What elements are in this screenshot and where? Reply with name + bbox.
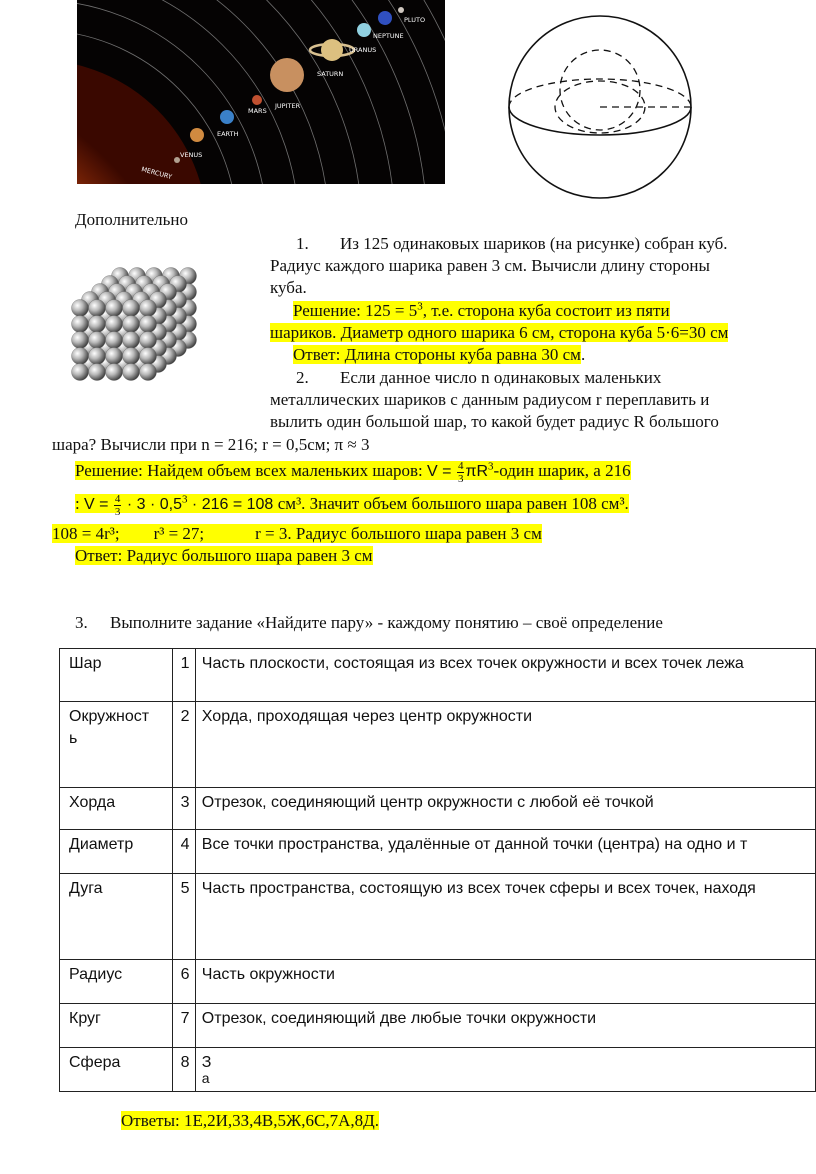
- term-text: Радиус: [69, 966, 123, 983]
- term-text: Хорда: [69, 794, 116, 811]
- mars-label: MARS: [248, 107, 267, 115]
- task2-answer: Ответ: Радиус большого шара равен 3 см: [75, 546, 373, 565]
- table-row: [60, 702, 816, 788]
- table-row: [60, 1004, 816, 1048]
- definition-text: Отрезок, соединяющий две любые точки окружности: [201, 1010, 597, 1027]
- task1-line1: Из 125 одинаковых шариков (на рисунке) собран куб.: [340, 234, 728, 253]
- table-row: [60, 649, 816, 702]
- number-text: 3: [180, 794, 190, 811]
- number-cell: [173, 702, 195, 788]
- task1-line2: Радиус каждого шарика равен 3 см. Вычисли длину стороны: [270, 256, 710, 275]
- task2-solution-line3: 108 = 4r³; r³ = 27; r = 3. Радиус большого шара равен 3 см: [52, 524, 542, 543]
- task2-solution-line2: : V = $\frac{4}{3}$ · $3 \cdot 0,5^3 \cdot 216 = 108$ см³. Значит объем большого шара равен 108 см³.: [75, 493, 629, 518]
- definition-cell: [195, 1004, 815, 1048]
- number-cell: [173, 830, 195, 874]
- task1-solution-line1: Решение: $125 = 5^3$, т.е. сторона куба состоит из пяти: [293, 300, 670, 320]
- task2-line3: вылить один большой шар, то какой будет радиус R большого: [270, 412, 719, 431]
- table-row: [60, 960, 816, 1004]
- definition-text-wrap: а: [201, 1070, 210, 1086]
- uranus-planet: [357, 23, 371, 37]
- matching-table: [59, 648, 816, 1092]
- venus-label: VENUS: [180, 151, 203, 159]
- neptune-label: NEPTUNE: [373, 32, 404, 40]
- earth-label: EARTH: [217, 130, 239, 138]
- jupiter-label: JUPITER: [275, 102, 301, 110]
- task3-text: Выполните задание «Найдите пару» - каждому понятию – своё определение: [110, 613, 663, 632]
- task2-line1: Если данное число n одинаковых маленьких: [340, 368, 662, 387]
- task1-answer: Ответ: Длина стороны куба равна 30 см.: [293, 345, 586, 364]
- term-text: Окружност: [69, 708, 150, 725]
- number-cell: [173, 788, 195, 830]
- answers-line: Ответы: 1Е,2И,3З,4В,5Ж,6С,7А,8Д.: [121, 1111, 379, 1130]
- definition-cell: [195, 702, 815, 788]
- number-text: 8: [180, 1054, 190, 1071]
- extra-heading: Дополнительно: [75, 210, 188, 229]
- jupiter-planet: [270, 58, 304, 92]
- number-text: 4: [180, 836, 190, 853]
- table-row: [60, 830, 816, 874]
- term-cell: [60, 1048, 173, 1092]
- task3-number: 3.: [75, 613, 88, 632]
- number-text: 5: [180, 880, 190, 897]
- equator-front: [509, 107, 691, 135]
- solar-system-image: [77, 0, 445, 184]
- neptune-planet: [378, 11, 392, 25]
- task2-number: 2.: [296, 368, 309, 387]
- equator-back: [509, 79, 691, 107]
- venus-planet: [190, 128, 204, 142]
- pluto-planet: [398, 7, 404, 13]
- definition-cell: [195, 649, 815, 702]
- pluto-label: PLUTO: [404, 16, 426, 24]
- saturn-label: SATURN: [317, 70, 344, 78]
- term-cell: [60, 830, 173, 874]
- definition-cell: [195, 830, 815, 874]
- term-text: Круг: [69, 1010, 101, 1027]
- definition-text: Часть окружности: [201, 966, 335, 983]
- number-cell: [173, 1004, 195, 1048]
- solar-system-illustration: [77, 0, 445, 184]
- definition-cell: [195, 874, 815, 960]
- mars-planet: [252, 95, 262, 105]
- definition-text: Часть плоскости, состоящая из всех точек окружности и всех точек лежа: [201, 655, 744, 672]
- term-cell: [60, 960, 173, 1004]
- number-cell: [173, 649, 195, 702]
- uranus-label: URANUS: [349, 46, 377, 54]
- number-text: 1: [180, 655, 190, 672]
- term-text-wrap: ь: [69, 730, 78, 747]
- term-text: Шар: [69, 655, 102, 672]
- definition-cell: [195, 1048, 815, 1092]
- term-cell: [60, 1004, 173, 1048]
- magnetic-balls: [72, 268, 197, 381]
- inner-sphere: [560, 50, 640, 130]
- definition-text: Все точки пространства, удалённые от данной точки (центра) на одно и т: [201, 836, 748, 853]
- term-cell: [60, 874, 173, 960]
- number-text: 2: [180, 708, 190, 725]
- term-text: Дуга: [69, 880, 103, 897]
- table-row: [60, 788, 816, 830]
- number-text: 6: [180, 966, 190, 983]
- definition-cell: [195, 788, 815, 830]
- task1-number: 1.: [296, 234, 309, 253]
- task2-solution-line1: Решение: Найдем объем всех маленьких шаров: V = $\frac{4}{3}$ $\pi R^3$-один шарик, а 216: [75, 460, 631, 485]
- task2-line4: шара? Вычисли при n = 216; r = 0,5см; π ≈ 3: [52, 435, 370, 454]
- number-cell: [173, 1048, 195, 1092]
- task2-line2: металлических шариков с данным радиусом r переплавить и: [270, 390, 710, 409]
- mercury-label: MERCURY: [140, 165, 173, 182]
- definition-text: Часть пространства, состоящую из всех точек сферы и всех точек, находя: [201, 880, 756, 897]
- sphere-diagram: [500, 12, 700, 206]
- earth-planet: [220, 110, 234, 124]
- term-cell: [60, 702, 173, 788]
- ball-cube-image: [50, 258, 220, 408]
- table-row: [60, 874, 816, 960]
- number-cell: [173, 874, 195, 960]
- number-cell: [173, 960, 195, 1004]
- term-text: Сфера: [69, 1054, 121, 1071]
- definition-text: Хорда, проходящая через центр окружности: [201, 708, 533, 725]
- term-cell: [60, 649, 173, 702]
- definition-cell: [195, 960, 815, 1004]
- definition-text: З: [201, 1054, 212, 1071]
- number-text: 7: [180, 1010, 190, 1027]
- definition-text: Отрезок, соединяющий центр окружности с любой её точкой: [201, 794, 654, 811]
- term-text: Диаметр: [69, 836, 134, 853]
- table-row: [60, 1048, 816, 1092]
- task1-line3: куба.: [270, 278, 307, 297]
- task1-solution-line2: шариков. Диаметр одного шарика 6 см, сторона куба 5·6=30 см: [270, 323, 729, 342]
- term-cell: [60, 788, 173, 830]
